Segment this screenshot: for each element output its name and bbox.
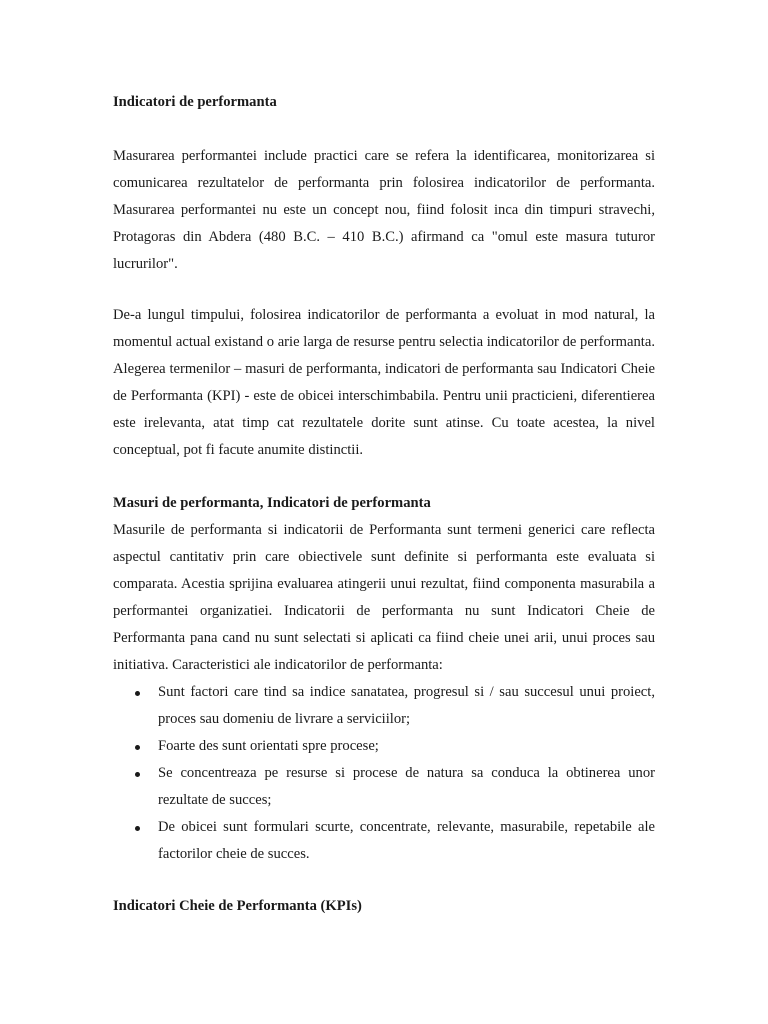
paragraph-masurile-de-performanta: Masurile de performanta si indicatorii de Performanta sunt termeni generici care reflecta aspectul cantitativ prin care obiectivele sunt definite si performanta este evaluata si comparata. Acestia sprijina evaluarea atingerii unui rezultat, fiind componenta masurabila a performantei organizatiei. Indicatorii de performanta nu sunt Indicatori Cheie de Performanta pana cand nu sunt selectati si aplicati ca fiind cheie unei arii, unui proces sau initiativa. Caracteristici ale indicatorilor de performanta: <box>113 522 655 673</box>
bullet-dot-icon <box>135 745 140 750</box>
bullet-item <box>113 733 655 760</box>
bullet-dot-icon <box>135 772 140 777</box>
bullet-text: Foarte des sunt orientati spre procese; <box>158 738 379 754</box>
bullet-list-block <box>113 679 655 868</box>
section-heading-masuri <box>113 490 655 517</box>
bullet-dot-icon <box>135 826 140 831</box>
characteristics-bullet-list <box>113 679 655 868</box>
heading-indicatori-de-performanta: Indicatori de performanta <box>113 94 277 110</box>
bullet-text: De obicei sunt formulari scurte, concentrate, relevante, masurabile, repetabile ale factorilor cheie de succes. <box>158 819 655 862</box>
section-heading-kpis <box>113 893 655 920</box>
bullet-dot-icon <box>135 691 140 696</box>
bullet-item <box>113 679 655 733</box>
heading-masuri-de-performanta: Masuri de performanta, Indicatori de performanta <box>113 495 431 511</box>
paragraph-masurarea-performantei: Masurarea performantei include practici care se refera la identificarea, monitorizarea si comunicarea rezultatelor de performanta prin folosirea indicatorilor de performanta. Masurarea performantei nu este un concept nou, fiind folosit inca din timpuri stravechi, Protagoras din Abdera (480 B.C. – 410 B.C.) afirmand ca "omul este masura tuturor lucrurilor". <box>113 148 655 272</box>
section-heading-indicatori <box>113 89 655 116</box>
bullet-item <box>113 814 655 868</box>
paragraph-de-a-lungul-timpului: De-a lungul timpului, folosirea indicatorilor de performanta a evoluat in mod natural, la momentul actual existand o arie larga de resurse pentru selectia indicatorilor de performanta. Alegerea termenilor – masuri de performanta, indicatori de performanta sau Indicatori Cheie de Performanta (KPI) - este de obicei interschimbabila. Pentru unii practicieni, diferentierea este irelevanta, atat timp cat rezultatele dorite sunt atinse. Cu toate acestea, la nivel conceptual, pot fi facute anumite distinctii. <box>113 307 655 458</box>
bullet-item <box>113 760 655 814</box>
paragraph-2-block <box>113 302 655 464</box>
heading-indicatori-cheie-de-performanta: Indicatori Cheie de Performanta (KPIs) <box>113 898 362 914</box>
paragraph-3-block <box>113 517 655 679</box>
paragraph-1-block <box>113 143 655 278</box>
bullet-text: Se concentreaza pe resurse si procese de natura sa conduca la obtinerea unor rezultate de succes; <box>158 765 655 808</box>
bullet-text: Sunt factori care tind sa indice sanatatea, progresul si / sau succesul unui proiect, proces sau domeniu de livrare a serviciilor; <box>158 684 655 727</box>
